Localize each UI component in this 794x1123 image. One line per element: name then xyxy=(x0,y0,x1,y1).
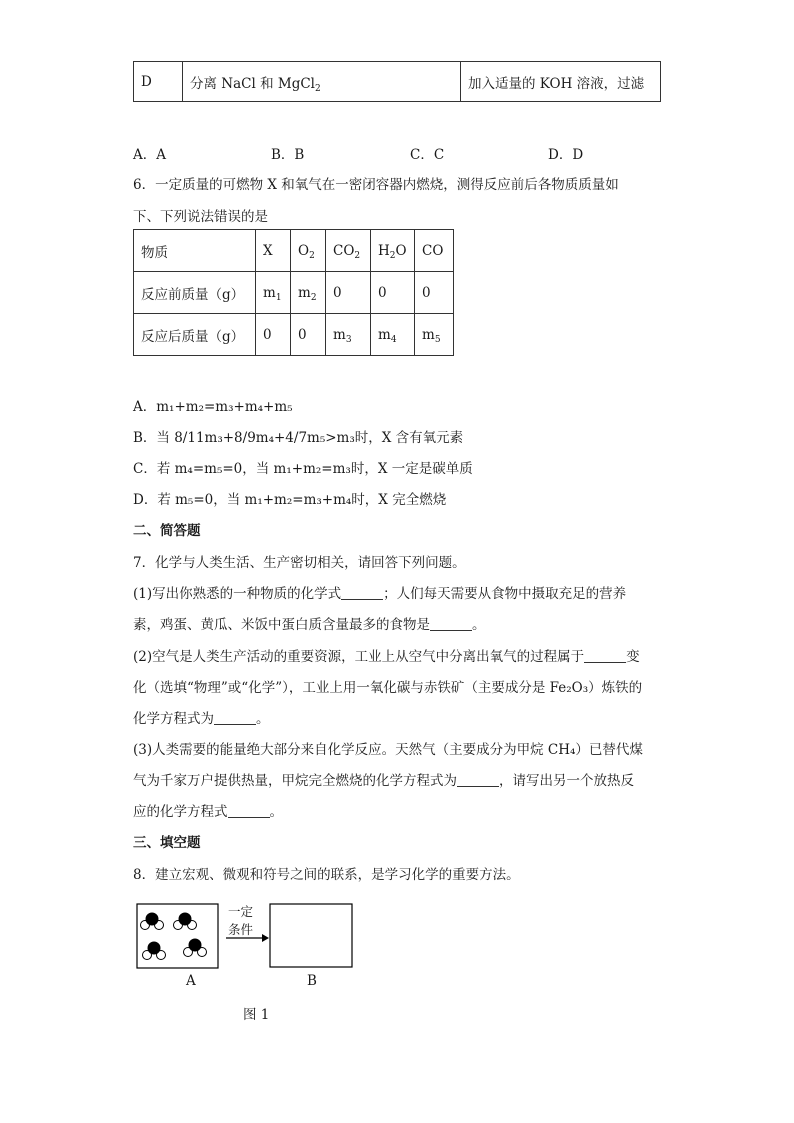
section-title-short-answer: 二、简答题 xyxy=(133,523,201,539)
answer-blank[interactable] xyxy=(228,804,270,818)
header-co2: $CO_2$ xyxy=(326,230,371,272)
q7-part1-line2: 素，鸡蛋、黄瓜、米饭中蛋白质含量最多的食物是 。 xyxy=(133,617,486,633)
row-before-label: 反应前质量（g） xyxy=(134,272,256,314)
cell: $m_3$ xyxy=(326,314,371,356)
answer-blank[interactable] xyxy=(457,773,499,787)
row-d-method: 加入适量的 KOH 溶液，过滤 xyxy=(461,62,661,102)
q5-option-b: B．B xyxy=(271,147,305,163)
q6-mass-table xyxy=(133,229,454,356)
q5-option-c: C．C xyxy=(410,147,445,163)
q7-part3-line3: 应的化学方程式 。 xyxy=(133,804,283,820)
table-row xyxy=(134,62,661,102)
cell: $m_1$ xyxy=(256,272,291,314)
answer-blank[interactable] xyxy=(584,649,626,663)
q8-stem: 8．建立宏观、微观和符号之间的联系，是学习化学的重要方法。 xyxy=(133,867,520,883)
figure-caption: 图 1 xyxy=(243,1007,270,1023)
q7-stem: 7．化学与人类生活、生产密切相关，请回答下列问题。 xyxy=(133,555,466,571)
q7-part2-line2: 化（选填“物理”或“化学”），工业上用一氧化碳与赤铁矿（主要成分是 Fe₂O₃）炼铁的 xyxy=(133,680,643,696)
answer-blank[interactable] xyxy=(214,711,256,725)
answer-blank[interactable] xyxy=(341,586,383,600)
q7-part1-line1: (1)写出你熟悉的一种物质的化学式 ；人们每天需要从食物中摄取充足的营养 xyxy=(133,586,627,602)
row-d-label: D xyxy=(134,62,183,102)
answer-blank[interactable] xyxy=(430,617,472,631)
q5-option-d: D．D xyxy=(548,147,584,163)
q6-option-c: C．若 m₄=m₅=0，当 m₁+m₂=m₃时，X 一定是碳单质 xyxy=(133,461,473,477)
table-row xyxy=(134,230,454,272)
q6-option-a: A．m₁+m₂=m₃+m₄+m₅ xyxy=(133,399,293,415)
cell: $m_4$ xyxy=(371,314,415,356)
cell: 0 xyxy=(291,314,326,356)
row-after-label: 反应后质量（g） xyxy=(134,314,256,356)
molecule-1 xyxy=(141,913,164,930)
table-row xyxy=(134,272,454,314)
molecule-4 xyxy=(184,939,207,957)
q7-part2-line1: (2)空气是人类生产活动的重要资源，工业上从空气中分离出氧气的过程属于 变 xyxy=(133,649,640,665)
q6-stem-line2: 下、下列说法错误的是 xyxy=(133,209,268,225)
cell: 0 xyxy=(371,272,415,314)
q5-option-a: A．A xyxy=(133,147,166,163)
q7-part3-line1: (3)人类需要的能量绝大部分来自化学反应。天然气（主要成分为甲烷 CH₄）已替代煤 xyxy=(133,742,643,758)
q6-option-d: D．若 m₅=0，当 m₁+m₂=m₃+m₄时，X 完全燃烧 xyxy=(133,492,447,508)
top-table xyxy=(133,61,661,102)
cell: $m_5$ xyxy=(415,314,454,356)
header-o2: $O_2$ xyxy=(291,230,326,272)
q7-part2-line3: 化学方程式为 。 xyxy=(133,711,270,727)
header-substance: 物质 xyxy=(134,230,256,272)
arrow-label-bottom: 条件 xyxy=(228,922,254,937)
q6-stem-line1: 6．一定质量的可燃物 X 和氧气在一密闭容器内燃烧，测得反应前后各物质质量如 xyxy=(133,177,619,193)
molecule-3 xyxy=(143,942,166,960)
arrow-head xyxy=(262,934,269,942)
header-x: X xyxy=(256,230,291,272)
arrow-label-top: 一定 xyxy=(228,904,254,919)
q6-option-b: B．当 8/11m₃+8/9m₄+4/7m₅>m₃时，X 含有氧元素 xyxy=(133,430,464,446)
cell: 0 xyxy=(256,314,291,356)
cell: 0 xyxy=(415,272,454,314)
section-title-fill-blank: 三、填空题 xyxy=(133,835,201,851)
figure-label-a: A xyxy=(186,973,196,989)
header-co: CO xyxy=(415,230,454,272)
row-d-task: 分离 NaCl 和 MgCl$_2$ xyxy=(183,62,461,102)
cell: 0 xyxy=(326,272,371,314)
molecule-2 xyxy=(174,913,197,930)
figure-label-b: B xyxy=(307,973,317,989)
table-row xyxy=(134,314,454,356)
cell: $m_2$ xyxy=(291,272,326,314)
box-b xyxy=(270,904,352,967)
header-h2o: $H_2O$ xyxy=(371,230,415,272)
q7-part3-line2: 气为千家万户提供热量，甲烷完全燃烧的化学方程式为 ，请写出另一个放热反 xyxy=(133,773,634,789)
